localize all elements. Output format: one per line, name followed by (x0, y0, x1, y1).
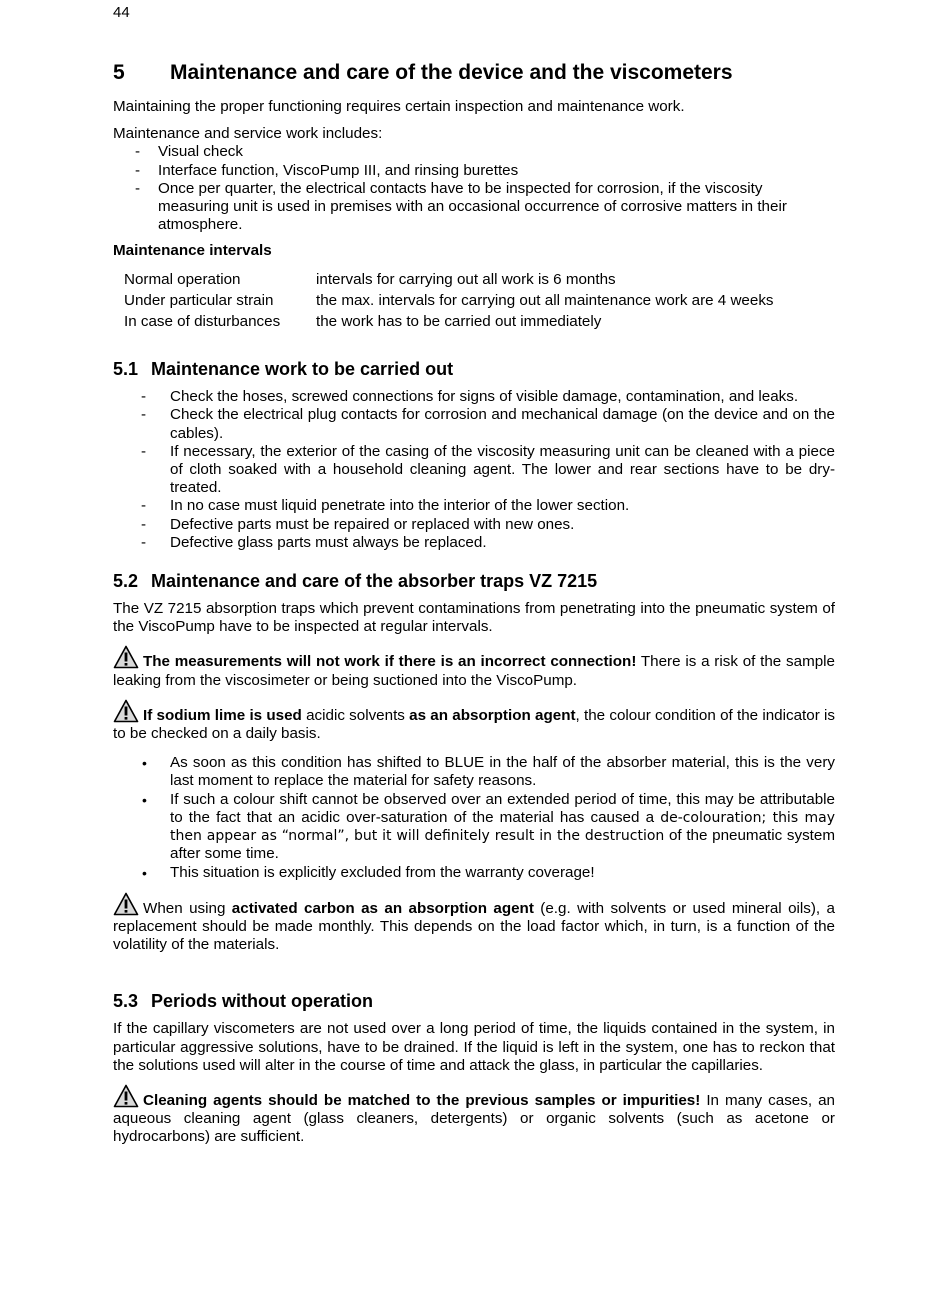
dash-marker: - (135, 161, 141, 179)
periods-paragraph: If the capillary viscometers are not used over a long period of time, the liquids contained in the system, in particular aggressive solutions, have to be drained. If the liquid is left in the system, one has to reckon that the solutions used will alter in the course of time and attack the glass, in particular the capillaries. (113, 1020, 835, 1074)
warning-cleaning-agents: Cleaning agents should be matched to the previous samples or impurities! In many cases, an aqueous cleaning agent (glass cleaners, detergents) or organic solvents (such as acetone or hydrocarbons) are sufficient. (113, 1084, 835, 1147)
warning-triangle-icon (113, 699, 139, 723)
section-number: 5.1 (113, 359, 139, 380)
bullet-marker: • (142, 791, 147, 808)
warning-triangle-icon (113, 892, 139, 916)
table-row (124, 292, 774, 313)
bullet-marker: • (142, 755, 147, 772)
interval-label: Under particular strain (124, 291, 274, 309)
section-heading-5-3 (113, 990, 835, 1012)
section-heading-5-1 (113, 358, 835, 380)
page-content (113, 58, 835, 1156)
chapter-heading (113, 58, 835, 88)
interval-label: Normal operation (124, 270, 241, 288)
list-item: - Defective parts must be repaired or replaced with new ones. (141, 515, 575, 533)
list-item: • As soon as this condition has shifted to BLUE in the half of the absorber material, this is the very last moment to replace the material for safety reasons. (142, 754, 835, 790)
list-item: - If necessary, the exterior of the casing of the viscosity measuring unit can be cleaned with a piece of cloth soaked with a household cleaning agent. The lower and rear sections have to be dry-treated. (141, 442, 835, 497)
warning-triangle-icon (113, 645, 139, 669)
chapter-title: Maintenance and care of the device and the viscometers (170, 61, 733, 84)
absorber-intro: The VZ 7215 absorption traps which prevent contaminations from penetrating into the pneumatic system of the ViscoPump have to be inspected at regular intervals. (113, 600, 835, 636)
table-row (124, 271, 774, 292)
interval-text: intervals for carrying out all work is 6 months (316, 270, 616, 288)
includes-heading: Maintenance and service work includes: (113, 125, 383, 143)
dash-marker: - (141, 533, 147, 551)
bullet-marker: • (142, 864, 147, 881)
warning-connection: The measurements will not work if there is an incorrect connection! There is a risk of the sample leaking from the viscosimeter or being suctioned into the ViscoPump. (113, 645, 835, 689)
dash-marker: - (141, 442, 147, 460)
list-item: - Defective glass parts must always be replaced. (141, 533, 487, 551)
chapter-number: 5 (113, 61, 125, 84)
section-number: 5.3 (113, 991, 139, 1012)
warning-activated-carbon: When using activated carbon as an absorption agent (e.g. with solvents or used mineral oils), a replacement should be made monthly. This depends on the load factor which, in turn, is a function of the volatility of the materials. (113, 892, 835, 955)
section-title: Periods without operation (151, 991, 374, 1012)
list-item: - Check the electrical plug contacts for corrosion and mechanical damage (on the device and on the cables). (141, 406, 835, 442)
dash-marker: - (141, 406, 147, 424)
warning-triangle-icon (113, 1084, 139, 1108)
list-item: - In no case must liquid penetrate into the interior of the lower section. (141, 497, 630, 515)
dash-marker: - (141, 497, 147, 515)
list-item: - Check the hoses, screwed connections for signs of visible damage, contamination, and leaks. (141, 388, 799, 406)
dash-marker: - (141, 515, 147, 533)
warning-sodium-lime: If sodium lime is used acidic solvents as an absorption agent, the colour condition of the indicator is to be checked on a daily basis. (113, 699, 835, 743)
maintenance-work-list (113, 388, 835, 552)
intervals-heading: Maintenance intervals (113, 242, 272, 260)
dash-marker: - (141, 388, 147, 406)
dash-marker: - (135, 143, 141, 161)
includes-list (113, 143, 835, 234)
interval-text: the max. intervals for carrying out all maintenance work are 4 weeks (316, 291, 774, 309)
table-row (124, 313, 774, 334)
absorber-bullet-list (113, 754, 835, 881)
interval-label: In case of disturbances (124, 313, 281, 331)
list-item: - Once per quarter, the electrical contacts have to be inspected for corrosion, if the viscosity measuring unit is used in premises with an occasional occurrence of corrosive matters in their atmosphere. (135, 179, 787, 234)
section-title: Maintenance and care of the absorber traps VZ 7215 (151, 571, 598, 592)
page-number: 44 (113, 4, 130, 21)
section-title: Maintenance work to be carried out (151, 359, 454, 380)
intro-paragraph: Maintaining the proper functioning requires certain inspection and maintenance work. (113, 98, 685, 115)
interval-text: the work has to be carried out immediately (316, 313, 602, 331)
section-number: 5.2 (113, 571, 139, 592)
section-heading-5-2 (113, 570, 835, 592)
list-item: - Interface function, ViscoPump III, and rinsing burettes (135, 161, 519, 179)
list-item: • If such a colour shift cannot be observed over an extended period of time, this may be attributable to the fact that an acidic over-saturation of the material has caused a de-colouration; this may then appear as “normal”, but it will definitely result in the destruction of the pneumatic system after some time. (142, 790, 835, 863)
dash-marker: - (135, 179, 141, 197)
list-item: - Visual check (135, 143, 243, 161)
intervals-table (124, 271, 774, 335)
list-item: • This situation is explicitly excluded from the warranty coverage! (142, 863, 595, 881)
